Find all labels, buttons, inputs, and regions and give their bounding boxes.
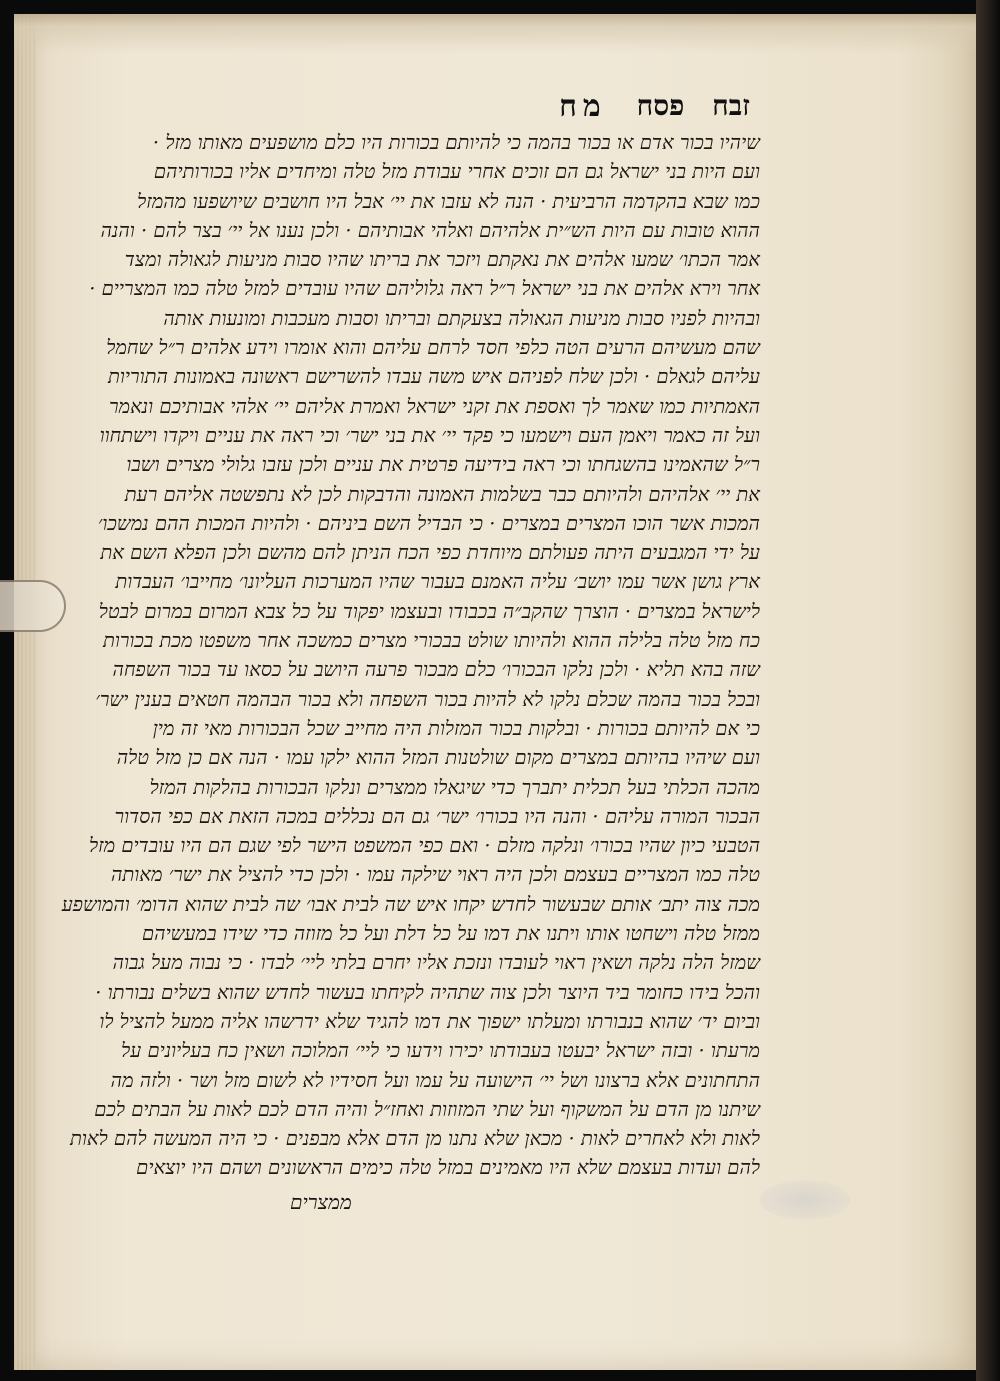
folio-number: מח (559, 88, 607, 124)
text-line: שיהיו בכור אדם או בכור בהמה כי להיותם בכורות היו כלם מושפעים מאותו מזל · (152, 131, 760, 154)
text-line: ועם היות בני ישראל גם הם זוכים אחרי עבודת מזל טלה ומיחדים אליו בכורותיהם (153, 160, 760, 184)
text-line: ממזל טלה וישחטו אותו ויתנו את דמו על כל דלת ועל כל מזוזה כדי שידו במעשיהם (141, 922, 760, 946)
running-title: זבח פסח (636, 89, 750, 122)
text-line: ההוא טובות עם היות הש״ית אלהיהם ואלהי אבותיהם · ולכן נענו אל יי׳ בצר להם · והנה (100, 218, 760, 242)
text-line: ובכל בכור בהמה שכלם נלקו לא להיות בכור השפחה ולא בכור הבהמה חטאים בענין ישר׳ (95, 687, 760, 711)
text-line: ועל זה כאמר ויאמן העם וישמעו כי פקד יי׳ את בני ישר׳ וכי ראה את עניים ויקדו וישתחוו (99, 423, 760, 447)
text-line: הטבעי כיון שהיו בכורו׳ ונלקה מזלם · ואם כפי המשפט הישר לפי שגם הם היו עובדים מזל (89, 834, 760, 858)
text-line: עליהם לגאלם · ולכן שלח לפניהם איש משה עבדו להשרישם ראשונה באמונות התוריות (108, 365, 760, 389)
text-line: אמר הכתו׳ שמעו אלהים את נאקתם ויזכר את בריתו שהיו סבות מניעות לגאולה ומצד (124, 248, 760, 272)
text-line: כח מזל טלה בלילה ההוא ולהיותו שולט בבכורי מצרים כמשכה אחר משפטו מכת בכורות (102, 629, 760, 653)
page-header (230, 86, 750, 126)
text-line: האמתיות כמו שאמר לך ואספת את זקני ישראל ואמרת אליהם יי׳ אלהי אבותיכם ונאמר (108, 394, 760, 418)
ink-stain (760, 1180, 850, 1220)
page-clip (0, 580, 66, 632)
text-line: על ידי המגבעים היתה פעולתם מיוחדת כפי הכח הניתן להם מהשם ולכן הפלא השם את (100, 541, 760, 565)
text-line: שיתנו מן הדם על המשקוף ועל שתי המזוזות ואחז״ל והיה הדם לכם לאות על הבתים לכם (94, 1097, 760, 1121)
text-line: מרעתו · ובזה ישראל יבעטו בעבודתו יכירו וידעו כי ליי׳ המלוכה ושאין כח בעליונים על (121, 1039, 760, 1063)
text-line: התחתונים אלא ברצונו ושל יי׳ הישועה על עמו ועל חסידיו לא לשום מזל ושר · ולזה מה (110, 1068, 760, 1092)
text-line: לאות ולא לאחרים לאות · מכאן שלא נתנו מן הדם אלא מבפנים · כי היה המעשה להם לאות (70, 1127, 760, 1151)
text-line: ר״ל שהאמינו בהשגחתו וכי ראה בידיעה פרטית את עניים ולכן עזבו גלולי מצרים ושבו (126, 453, 760, 477)
text-line: אחר וירא אלהים את בני ישראל ר״ל ראה גלוליהם שהיו עובדים למזל טלה כמו המצריים · (89, 277, 760, 301)
text-line: טלה כמו המצריים בעצמם ולכן היה ראוי שילקה עמו · ולכן כדי להציל את ישר׳ מאותה (110, 863, 760, 887)
text-line: ובהיות לפניו סבות מניעות הגאולה בצעקתם ובריתו וסבות מעכבות ומונעות אותה (163, 306, 760, 330)
text-line: מכה צוה יתב׳ אותם שבעשור לחדש יקחו איש שה לבית אבו׳ שה לבית שהוא הדומ׳ והמושפע (61, 892, 760, 916)
catchword: ממצרים (290, 1190, 352, 1214)
text-line: להם ועדות בעצמם שלא היו מאמינים במזל טלה כימים הראשונים ושהם היו יוצאים (136, 1156, 760, 1180)
text-line: מהכה הכלתי בעל תכלית יתברך כדי שיגאלו ממצרים ונלקו הבכורות בהלקות המזל (149, 775, 760, 799)
text-line: וביום יד׳ שהוא בנבורתו ומעלתו ישפוך את דמו להגיד שלא ידרשהו אליה ממעל להציל לו (99, 1009, 760, 1033)
text-line: ועם שיהיו בהיותם במצרים מקום שולטנות המזל ההוא ילקו עמו · הנה אם כן מזל טלה (116, 746, 760, 770)
book-spine (976, 0, 1000, 1381)
text-line: הבכור המורה עליהם · והנה היו בכורו׳ ישר׳ גם הם נכללים במכה הזאת אם כפי הסדור (114, 804, 760, 828)
body-text (61, 128, 760, 1183)
text-line: שזה בהא תליא · ולכן נלקו הבכורו׳ כלם מבכור פרעה היושב על כסאו עד בכור השפחה (112, 658, 760, 682)
page-top-shadow (14, 14, 976, 54)
text-line: המכות אשר הוכו המצרים במצרים · כי הבדיל השם ביניהם · ולהיות המכות ההם נמשכו׳ (97, 511, 760, 535)
text-line: שמזל הלה נלקה ושאין ראוי לעובדו ונזכת אליו יחרם בלתי ליי׳ לבדו · כי נבוה מעל גבוה (112, 951, 760, 975)
text-line: ארץ גושן אשר עמו יושב׳ עליה האמנם בעבור שהיו המערכות העליונו׳ מחייבו׳ העבדות (115, 570, 760, 594)
text-line: והכל בידו כחומר ביד היוצר ולכן צוה שתהיה לקיחתו בעשור לחדש שהוא בשלים נבורתו · (95, 980, 760, 1004)
text-line: כמו שבא בהקדמה הרביעית · הנה לא עזבו את יי׳ אבל היו חושבים שיושפעו מהמזל (137, 189, 760, 213)
text-line: שהם מעשיהם הרעים הטה כלפי חסד לרחם עליהם והוא אומרו וידע אלהים ר״ל שחמל (106, 336, 760, 360)
text-line: כי אם להיותם בכורות · ובלקות בכור המזלות היה מחייב שכל הבכורות מאי זה מין (152, 716, 760, 740)
page-stack-edge (14, 14, 36, 1370)
text-line: לישראל במצרים · הוצרך שהקב״ה בכבודו ובעצמו יפקוד על כל צבא המרום במרום לבטל (98, 599, 760, 623)
text-line: את יי׳ אלהיהם ולהיותם כבר בשלמות האמונה והדבקות לכן לא נתפשטה אליהם רעת (124, 482, 760, 506)
